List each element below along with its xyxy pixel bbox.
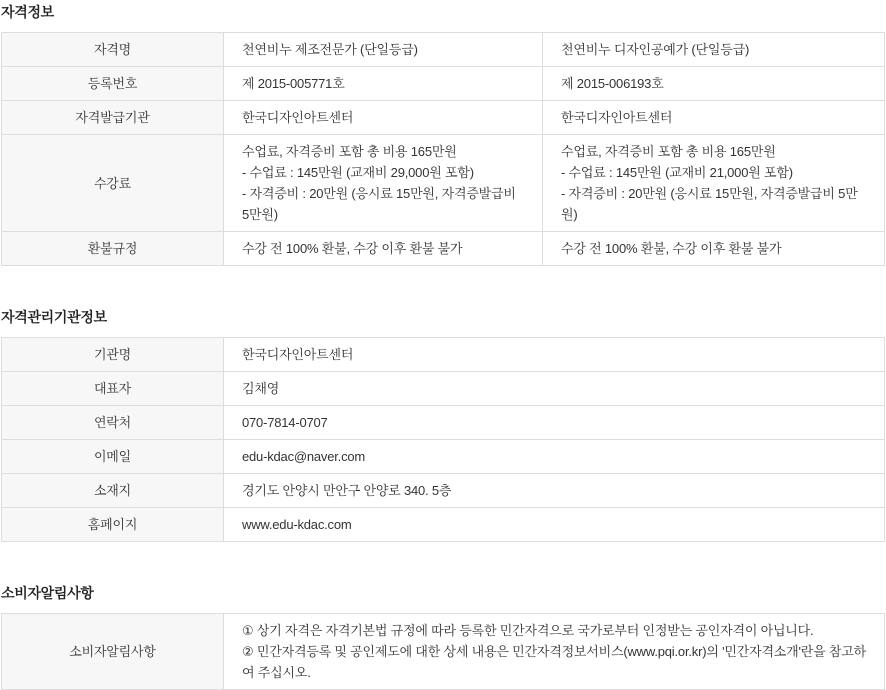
table-row-fee <box>2 135 885 232</box>
qualification-info-title: 자격정보 <box>1 4 54 20</box>
notice-line: ① 상기 자격은 자격기본법 규정에 따라 등록한 민간자격으로 국가로부터 인정받는 공인자격이 아닙니다. <box>242 623 814 638</box>
row-label: 자격발급기관 <box>2 101 224 135</box>
certificate-detail-page <box>1 0 885 690</box>
cell-contact-phone: 070-7814-0707 <box>224 406 885 440</box>
row-label: 환불규정 <box>2 232 224 266</box>
row-label: 홈페이지 <box>2 508 224 542</box>
fee-line: - 수업료 : 145만원 (교재비 21,000원 포함) <box>561 165 793 180</box>
table-row-refund <box>2 232 885 266</box>
qualification-info-table <box>1 32 885 266</box>
cell-homepage: www.edu-kdac.com <box>224 508 885 542</box>
cell-org-name: 한국디자인아트센터 <box>224 338 885 372</box>
table-row-org-name <box>2 338 885 372</box>
cell-cert1-refund: 수강 전 100% 환불, 수강 이후 환불 불가 <box>224 232 543 266</box>
fee-line: 수업료, 자격증비 포함 총 비용 165만원 <box>561 144 776 159</box>
fee-line: - 자격증비 : 20만원 (응시료 15만원, 자격증발급비 5만원) <box>561 186 858 222</box>
row-label: 이메일 <box>2 440 224 474</box>
cell-cert2-refund: 수강 전 100% 환불, 수강 이후 환불 불가 <box>543 232 885 266</box>
table-row-representative <box>2 372 885 406</box>
fee-line: - 수업료 : 145만원 (교재비 29,000원 포함) <box>242 165 474 180</box>
cell-email: edu-kdac@naver.com <box>224 440 885 474</box>
row-label: 등록번호 <box>2 67 224 101</box>
row-label: 소비자알림사항 <box>2 614 224 690</box>
fee-line: - 자격증비 : 20만원 (응시료 15만원, 자격증발급비 5만원) <box>242 186 516 222</box>
row-label: 대표자 <box>2 372 224 406</box>
row-label: 연락처 <box>2 406 224 440</box>
row-label: 자격명 <box>2 33 224 67</box>
table-row-address <box>2 474 885 508</box>
consumer-notice-title: 소비자알림사항 <box>1 585 94 601</box>
table-row-name <box>2 33 885 67</box>
table-row-consumer-notice <box>2 614 885 690</box>
notice-line: ② 민간자격등록 및 공인제도에 대한 상세 내용은 민간자격정보서비스(www.pqi.or.kr)의 '민간자격소개'란을 참고하여 주십시오. <box>242 644 867 680</box>
table-row-homepage <box>2 508 885 542</box>
table-row-issuer <box>2 101 885 135</box>
row-label: 소재지 <box>2 474 224 508</box>
table-row-contact <box>2 406 885 440</box>
organization-info-title: 자격관리기관정보 <box>1 309 107 325</box>
row-label: 수강료 <box>2 135 224 232</box>
cell-cert2-issuer: 한국디자인아트센터 <box>543 101 885 135</box>
cell-cert2-name: 천연비누 디자인공예가 (단일등급) <box>543 33 885 67</box>
consumer-notice-table <box>1 613 885 690</box>
cell-cert2-reg-number: 제 2015-006193호 <box>543 67 885 101</box>
cell-cert1-fee <box>224 135 543 232</box>
section-consumer-notice <box>1 583 885 690</box>
cell-cert1-name: 천연비누 제조전문가 (단일등급) <box>224 33 543 67</box>
cell-cert1-issuer: 한국디자인아트센터 <box>224 101 543 135</box>
row-label: 기관명 <box>2 338 224 372</box>
cell-cert2-fee <box>543 135 885 232</box>
table-row-registration-number <box>2 67 885 101</box>
cell-representative: 김채영 <box>224 372 885 406</box>
fee-line: 수업료, 자격증비 포함 총 비용 165만원 <box>242 144 457 159</box>
cell-cert1-reg-number: 제 2015-005771호 <box>224 67 543 101</box>
cell-consumer-notice <box>224 614 885 690</box>
section-qualification-info <box>1 2 885 266</box>
table-row-email <box>2 440 885 474</box>
cell-address: 경기도 안양시 만안구 안양로 340. 5층 <box>224 474 885 508</box>
organization-info-table <box>1 337 885 542</box>
section-organization-info <box>1 307 885 542</box>
